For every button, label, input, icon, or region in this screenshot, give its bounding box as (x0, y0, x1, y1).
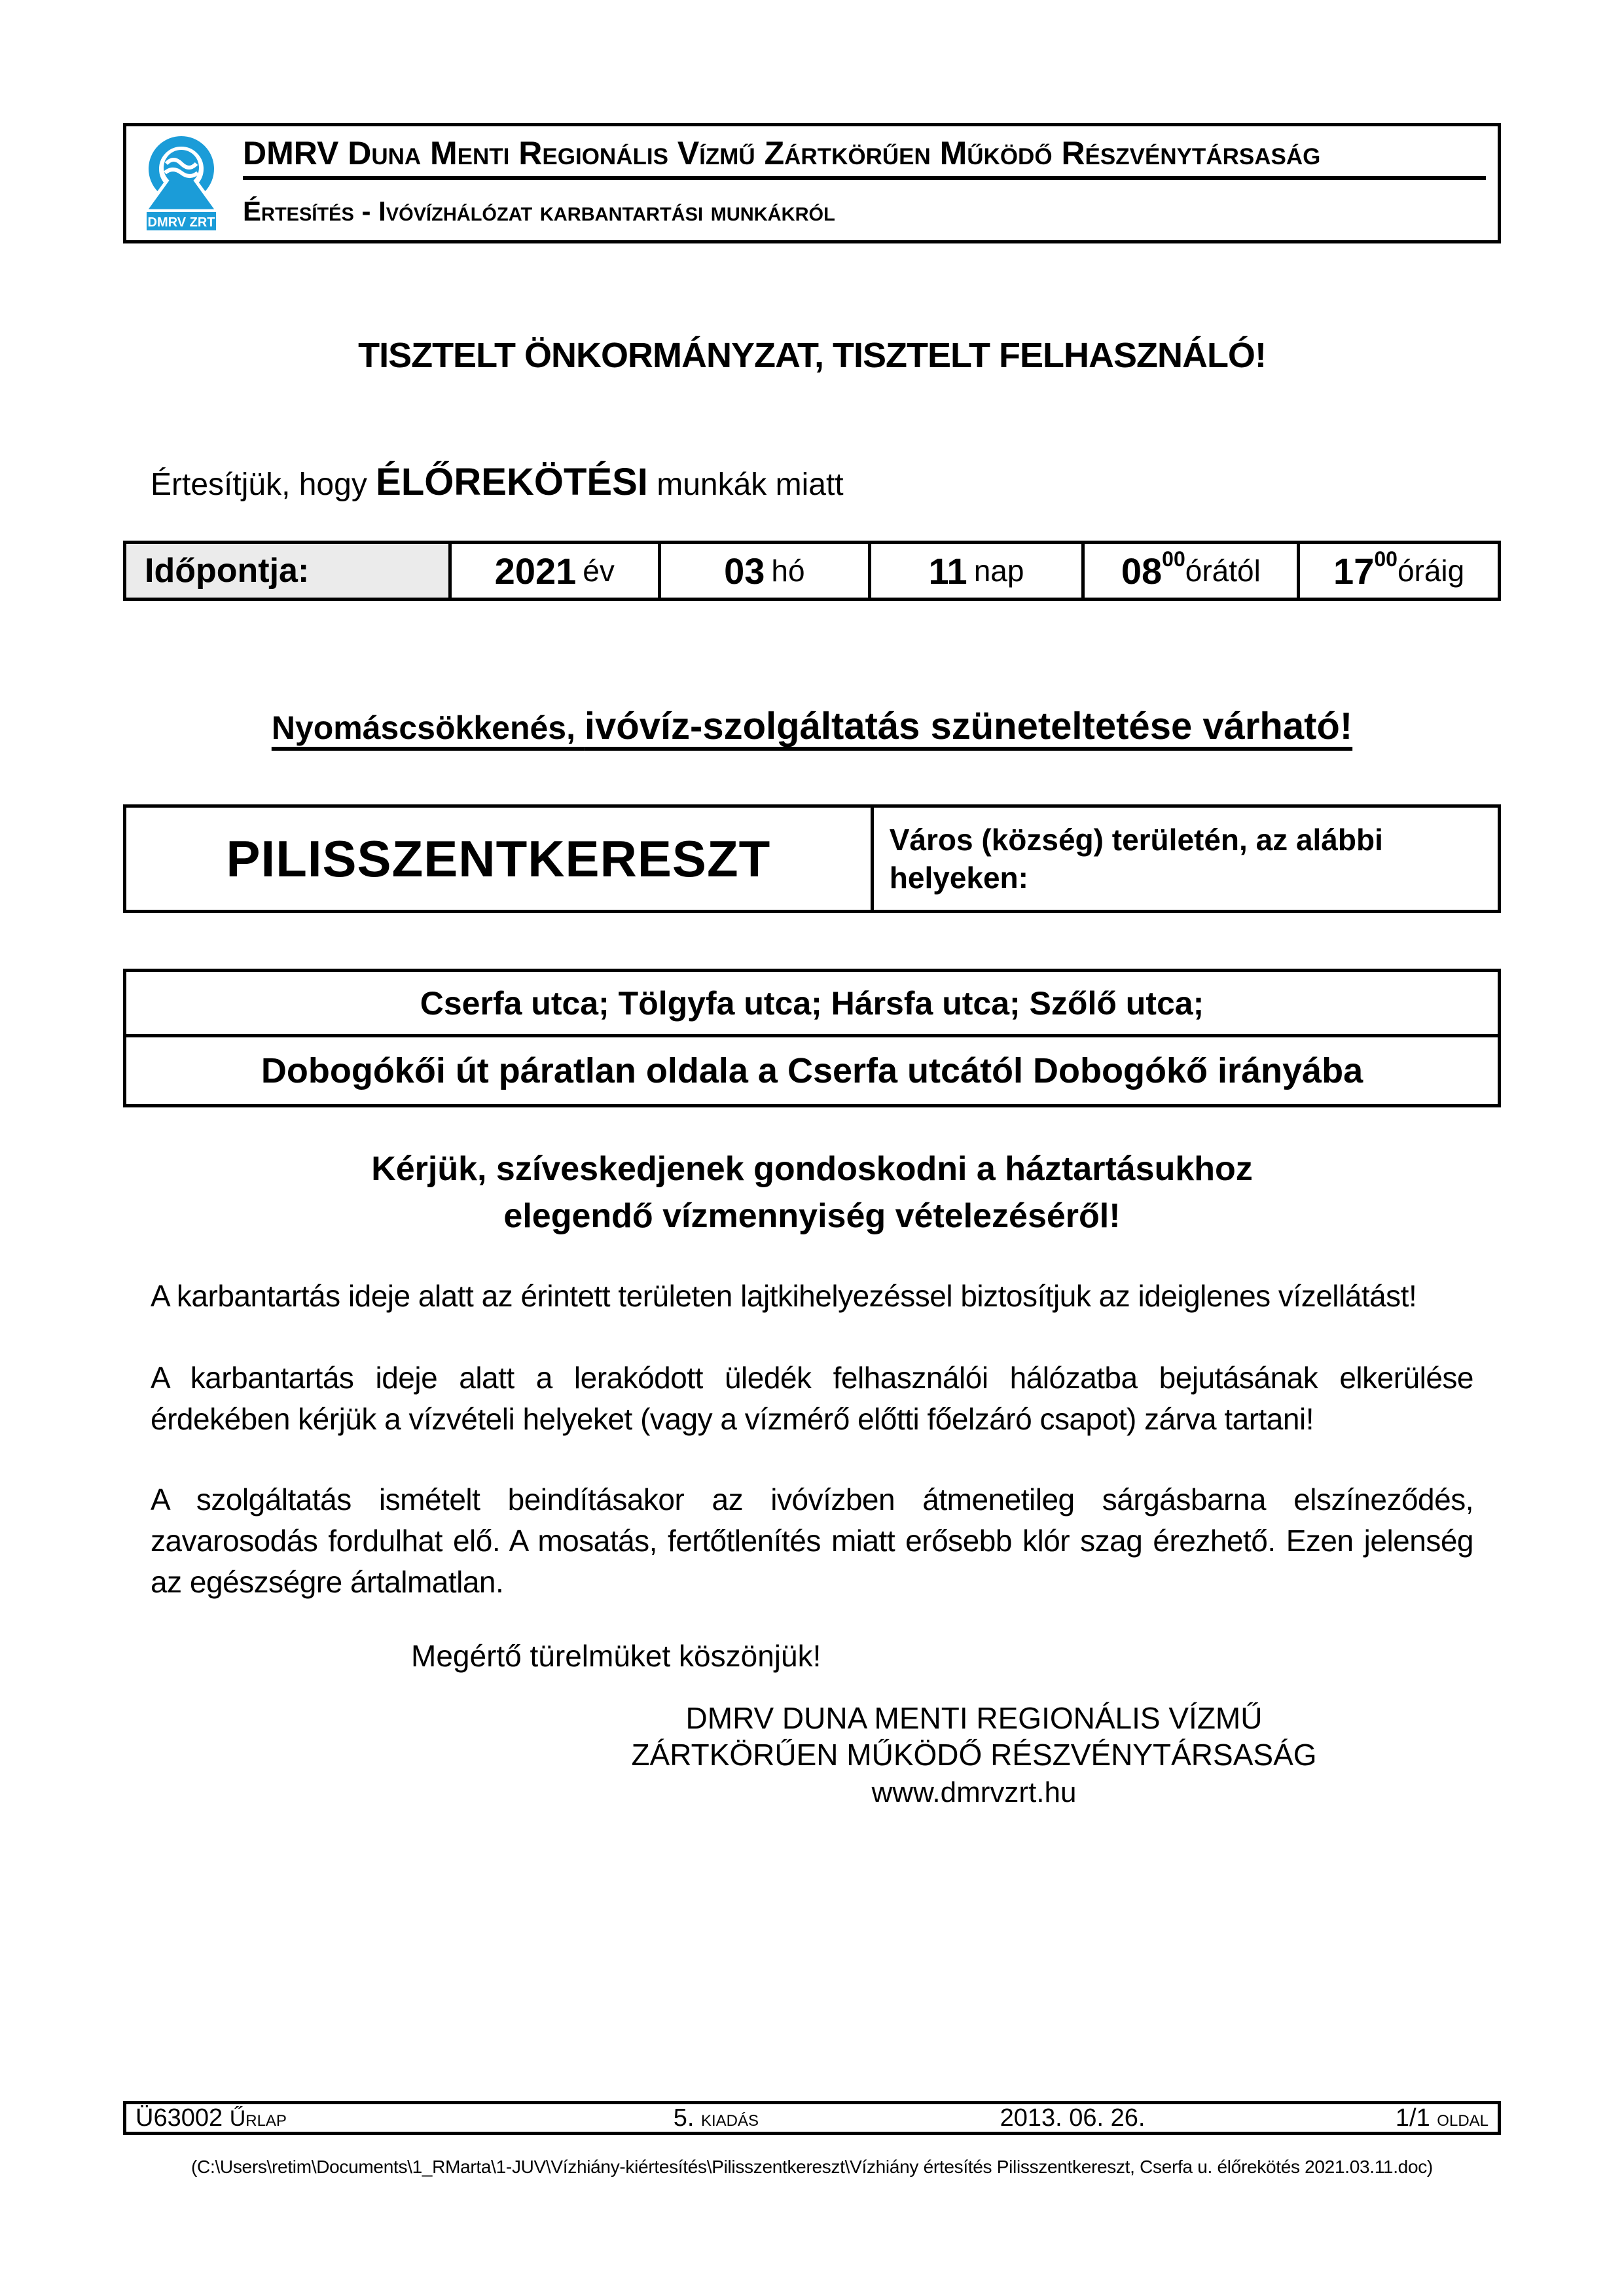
dmrv-logo (139, 133, 223, 234)
document-header (123, 123, 1501, 243)
streets-row-1: Cserfa utca; Tölgyfa utca; Hársfa utca; Szőlő utca; (126, 972, 1498, 1037)
day-value: 11 (928, 550, 967, 592)
to-unit: óráig (1397, 554, 1465, 588)
schedule-table (123, 541, 1501, 601)
city-name: PILISSZENTKERESZT (126, 808, 874, 910)
request-line-1: Kérjük, szíveskedjenek gondoskodni a háztartásukhoz (371, 1150, 1253, 1188)
paragraph-water-supply: A karbantartás ideje alatt az érintett területen lajtkihelyezéssel biztosítjuk az ideiglenes vízellátást! (151, 1279, 1417, 1313)
file-path: (C:\Users\retim\Documents\1_RMarta\1-JUV\Vízhiány-kiértesítés\Pilisszentkereszt\Vízhiány értesítés Pilisszentkereszt, Cserfa u. élőrekötés 2021.03.11.doc) (191, 2157, 1433, 2177)
document-subject: Értesítés - Ivóvízhálózat karbantartási munkákról (243, 196, 835, 226)
month-value: 03 (724, 550, 765, 592)
intro-line (123, 456, 1501, 511)
form-code: Ü63002 (135, 2104, 223, 2132)
to-sup: 00 (1374, 547, 1398, 571)
edition-label: kiadás (700, 2106, 759, 2131)
day-unit: nap (973, 554, 1024, 588)
intro-suffix: munkák miatt (647, 467, 844, 502)
from-sup: 00 (1162, 547, 1185, 571)
company-name: DMRV Duna Menti Regionális Vízmű Zártkörűen Működő Részvénytársaság (243, 133, 1486, 180)
thanks-line: Megértő türelmüket köszönjük! (411, 1639, 821, 1673)
warning-line (123, 704, 1501, 748)
signature-block (123, 1700, 1501, 1810)
signature-website: www.dmrvzrt.hu (871, 1776, 1077, 1808)
footer-edition (538, 2104, 895, 2132)
footer-date: 2013. 06. 26. (1000, 2104, 1146, 2132)
dmrv-logo-icon (140, 132, 223, 234)
footer-bar (123, 2101, 1501, 2135)
page-value: 1/1 (1395, 2104, 1430, 2132)
from-unit: órától (1185, 554, 1261, 588)
month-unit: hó (771, 554, 805, 588)
paragraph-discoloration: A szolgáltatás ismételt beindításakor az ivóvízben átmenetileg sárgásbarna elszíneződés, zavarosodás fordulhat elő. A mosatás, fertőtlenítés miatt erősebb klór szag érezhető. Ezen jelenség az egészségre ártalmatlan. (151, 1482, 1473, 1599)
warning-part2: ivóvíz-szolgáltatás szüneteltetése várható! (584, 705, 1353, 747)
year-value: 2021 (494, 550, 577, 592)
logo-text: DMRV ZRT (147, 215, 215, 230)
request-block (123, 1145, 1501, 1240)
intro-highlight: ÉLŐREKÖTÉSI (376, 461, 648, 503)
location-table (123, 804, 1501, 913)
to-value: 17 (1333, 550, 1375, 592)
footer-form (126, 2104, 538, 2132)
intro-prefix: Értesítjük, hogy (151, 467, 376, 502)
schedule-to-cell (1300, 544, 1498, 598)
schedule-day-cell (871, 544, 1085, 598)
from-value: 08 (1121, 550, 1163, 592)
request-line-2: elegendő vízmennyiség vételezéséről! (503, 1197, 1121, 1235)
city-area-label: Város (község) területén, az alábbi helyeken: (889, 823, 1383, 895)
schedule-month-cell (661, 544, 871, 598)
form-label: Űrlap (229, 2106, 287, 2131)
paragraph-keep-taps-closed: A karbantartás ideje alatt a lerakódott üledék felhasználói hálózatba bejutásának elkerülése érdekében kérjük a vízvételi helyeket (vagy a vízmérő előtti főelzáró csapot) zárva tartani! (151, 1361, 1473, 1436)
signature-line-2: ZÁRTKÖRŰEN MŰKÖDŐ RÉSZVÉNYTÁRSASÁG (631, 1738, 1317, 1772)
signature-line-1: DMRV DUNA MENTI REGIONÁLIS VÍZMŰ (685, 1701, 1263, 1735)
page-label: oldal (1437, 2106, 1489, 2131)
schedule-label-cell: Időpontja: (126, 544, 452, 598)
streets-row-2: Dobogókői út páratlan oldala a Cserfa utcától Dobogókő irányába (261, 1051, 1363, 1090)
schedule-from-cell (1085, 544, 1300, 598)
footer-page (1251, 2104, 1498, 2132)
edition-value: 5. (673, 2104, 695, 2132)
schedule-year-cell (452, 544, 662, 598)
streets-table (123, 969, 1501, 1107)
header-text (243, 133, 1486, 234)
page-title: TISZTELT ÖNKORMÁNYZAT, TISZTELT FELHASZNÁLÓ! (358, 336, 1266, 375)
warning-part1: Nyomáscsökkenés, (271, 709, 585, 746)
year-unit: év (583, 554, 615, 588)
